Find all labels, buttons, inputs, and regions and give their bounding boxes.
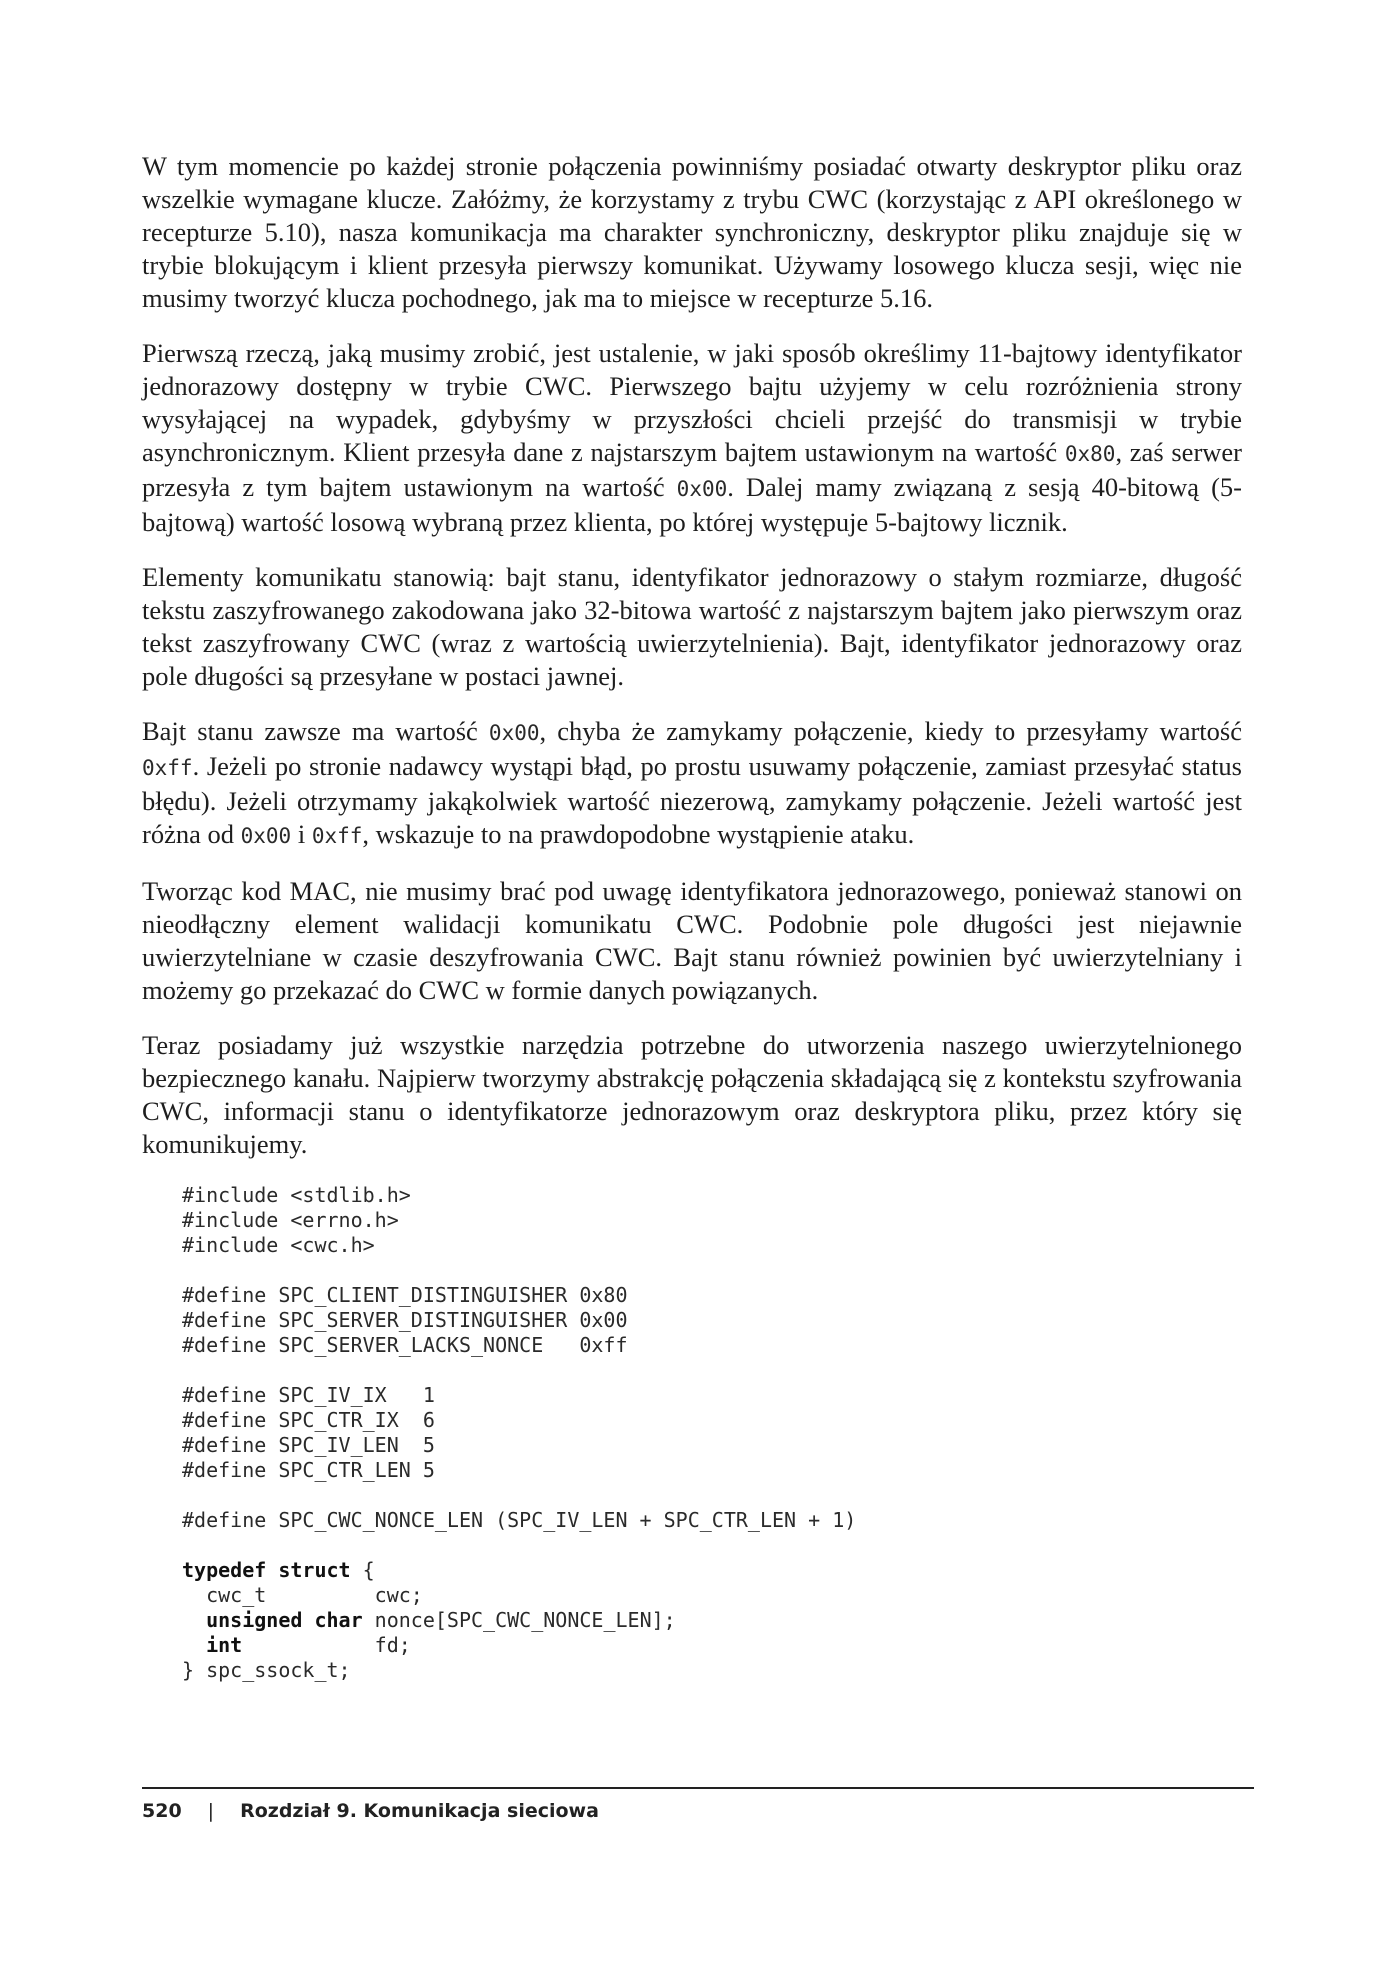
code-line <box>182 1308 1242 1333</box>
code-text: #define SPC_CTR_LEN 5 <box>182 1458 435 1482</box>
code-text <box>266 1558 278 1582</box>
code-text: nonce[SPC_CWC_NONCE_LEN]; <box>362 1608 676 1632</box>
text-run: W tym momencie po każdej stronie połączenia powinniśmy posiadać otwarty deskryptor pliku oraz wszelkie wymagane klucze. Załóżmy, że korzystamy z trybu CWC (korzystając z API określonego w recepturze 5.10), nasza komunikacja ma charakter synchroniczny, deskryptor pliku znajduje się w trybie blokującym i klient przesyła pierwszy komunikat. Używamy losowego klucza sesji, więc nie musimy tworzyć klucza pochodnego, jak ma to miejsce w recepturze 5.16. <box>142 151 1242 313</box>
code-keyword: struct <box>278 1558 351 1582</box>
page-content <box>142 150 1242 1683</box>
paragraph <box>142 150 1242 315</box>
code-listing <box>182 1183 1242 1683</box>
paragraph <box>142 1029 1242 1161</box>
code-line <box>182 1408 1242 1433</box>
code-line <box>182 1508 1242 1533</box>
body-text <box>142 150 1242 1161</box>
code-text: #define SPC_IV_LEN 5 <box>182 1433 435 1457</box>
code-line <box>182 1533 1242 1558</box>
footer-separator: | <box>207 1800 215 1822</box>
text-run: i <box>291 819 312 849</box>
code-text: } spc_ssock_t; <box>182 1658 351 1682</box>
code-text: cwc_t cwc; <box>182 1583 423 1607</box>
text-run: . Dalej mamy związaną z sesją 40-bitową (5-bajtową) wartość losową wybraną przez klienta, po której występuje 5-bajtowy licznik. <box>142 472 1242 537</box>
code-keyword: typedef <box>182 1558 267 1582</box>
code-text <box>182 1608 206 1632</box>
page-number: 520 <box>142 1800 182 1822</box>
inline-code: 0x00 <box>676 477 728 501</box>
text-run: , zaś serwer przesyła z tym bajtem ustawionym na wartość <box>142 437 1242 502</box>
paragraph <box>142 715 1242 853</box>
text-run: Tworząc kod MAC, nie musimy brać pod uwagę identyfikatora jednorazowego, ponieważ stanowi on nieodłączny element walidacji komunikatu CWC. Podobnie pole długości jest niejawnie uwierzytelniane w czasie deszyfrowania CWC. Bajt stanu również powinien być uwierzytelniany i możemy go przekazać do CWC w formie danych powiązanych. <box>142 876 1242 1005</box>
code-line <box>182 1558 1242 1583</box>
text-run: Bajt stanu zawsze ma wartość <box>142 716 489 746</box>
code-text: #define SPC_CWC_NONCE_LEN (SPC_IV_LEN + SPC_CTR_LEN + 1) <box>182 1508 857 1532</box>
paragraph <box>142 561 1242 693</box>
code-text: { <box>350 1558 375 1582</box>
code-text: #define SPC_SERVER_DISTINGUISHER 0x00 <box>182 1308 628 1332</box>
code-line <box>182 1283 1242 1308</box>
code-line <box>182 1183 1242 1208</box>
code-line <box>182 1358 1242 1383</box>
code-line <box>182 1633 1242 1658</box>
inline-code: 0x00 <box>488 721 540 745</box>
code-keyword: int <box>206 1633 243 1657</box>
code-line <box>182 1208 1242 1233</box>
code-keyword: unsigned <box>206 1608 303 1632</box>
code-line <box>182 1433 1242 1458</box>
paragraph <box>142 875 1242 1007</box>
page-footer <box>142 1800 599 1822</box>
chapter-title: Rozdział 9. Komunikacja sieciowa <box>240 1800 599 1822</box>
code-text <box>302 1608 314 1632</box>
text-run: , wskazuje to na prawdopodobne wystąpienie ataku. <box>362 819 915 849</box>
text-run: , chyba że zamykamy połączenie, kiedy to przesyłamy wartość <box>539 716 1242 746</box>
inline-code: 0xff <box>311 824 363 848</box>
text-run: . Jeżeli po stronie nadawcy wystąpi błąd, po prostu usuwamy połączenie, zamiast przesyłać status błędu). Jeżeli otrzymamy jakąkolwiek wartość niezerową, zamykamy połączenie. Jeżeli wartość jest różna od <box>142 751 1242 849</box>
code-text: #include <cwc.h> <box>182 1233 375 1257</box>
code-text: #define SPC_CTR_IX 6 <box>182 1408 435 1432</box>
code-line <box>182 1608 1242 1633</box>
code-line <box>182 1333 1242 1358</box>
footer-rule <box>142 1787 1254 1789</box>
code-line <box>182 1383 1242 1408</box>
code-line <box>182 1658 1242 1683</box>
paragraph <box>142 337 1242 539</box>
code-text: #define SPC_IV_IX 1 <box>182 1383 435 1407</box>
code-line <box>182 1583 1242 1608</box>
inline-code: 0x80 <box>1064 442 1116 466</box>
code-text: #include <stdlib.h> <box>182 1183 411 1207</box>
code-text: #include <errno.h> <box>182 1208 399 1232</box>
inline-code: 0x00 <box>240 824 292 848</box>
text-run: Elementy komunikatu stanowią: bajt stanu, identyfikator jednorazowy o stałym rozmiarze, długość tekstu zaszyfrowanego zakodowana jako 32-bitowa wartość z najstarszym bajtem jako pierwszym oraz tekst zaszyfrowany CWC (wraz z wartością uwierzytelnienia). Bajt, identyfikator jednorazowy oraz pole długości są przesyłane w postaci jawnej. <box>142 562 1242 691</box>
code-line <box>182 1258 1242 1283</box>
code-keyword: char <box>314 1608 363 1632</box>
code-line <box>182 1233 1242 1258</box>
code-text: fd; <box>242 1633 411 1657</box>
code-line <box>182 1458 1242 1483</box>
code-text: #define SPC_CLIENT_DISTINGUISHER 0x80 <box>182 1283 628 1307</box>
code-text <box>182 1633 206 1657</box>
text-run: Pierwszą rzeczą, jaką musimy zrobić, jest ustalenie, w jaki sposób określimy 11-bajtowy identyfikator jednorazowy dostępny w trybie CWC. Pierwszego bajtu użyjemy w celu rozróżnienia strony wysyłającej na wypadek, gdybyśmy w przyszłości chcieli przejść do transmisji w trybie asynchronicznym. Klient przesyła dane z najstarszym bajtem ustawionym na wartość <box>142 338 1242 467</box>
inline-code: 0xff <box>142 756 193 780</box>
text-run: Teraz posiadamy już wszystkie narzędzia potrzebne do utworzenia naszego uwierzytelnionego bezpiecznego kanału. Najpierw tworzymy abstrakcję połączenia składającą się z kontekstu szyfrowania CWC, informacji stanu o identyfikatorze jednorazowym oraz deskryptora pliku, przez który się komunikujemy. <box>142 1030 1242 1159</box>
code-text: #define SPC_SERVER_LACKS_NONCE 0xff <box>182 1333 628 1357</box>
code-line <box>182 1483 1242 1508</box>
